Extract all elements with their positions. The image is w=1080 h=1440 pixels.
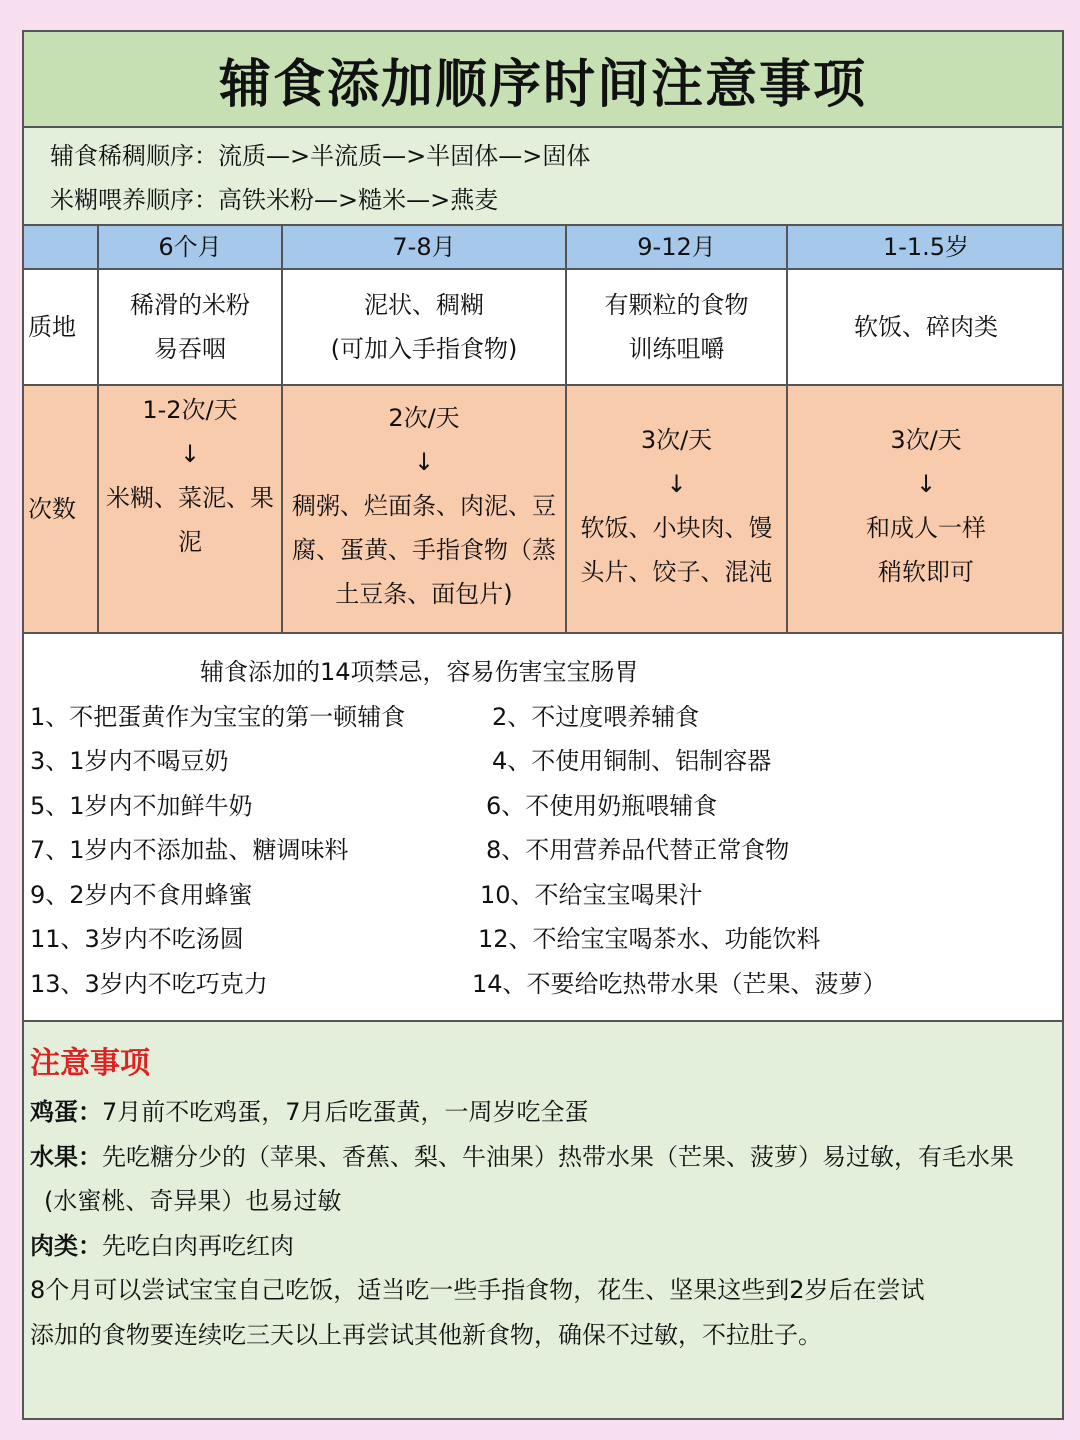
food-line: 稍软即可 <box>878 558 974 586</box>
prohibition-item: 8、不用营养品代替正常食物 <box>486 836 790 864</box>
frequency-times: 3次/天 <box>890 426 962 454</box>
age-table <box>24 226 1062 632</box>
down-arrow-icon: ↓ <box>915 470 937 498</box>
texture-line: 有颗粒的食物 <box>604 291 749 319</box>
prohibition-item: 2、不过度喂养辅食 <box>492 703 700 731</box>
texture-line: 泥状、稠糊 <box>363 291 484 319</box>
food-line: 软饭、小块肉、馒 <box>580 514 773 542</box>
prohibition-item: 10、不给宝宝喝果汁 <box>480 881 703 909</box>
texture-line: 稀滑的米粉 <box>130 291 250 319</box>
egg-text: 7月前不吃鸡蛋，7月后吃蛋黄，一周岁吃全蛋 <box>102 1098 589 1126</box>
prohibition-item: 1、不把蛋黄作为宝宝的第一顿辅食 <box>30 703 406 731</box>
food-line: 腐、蛋黄、手指食物（蒸 <box>292 536 556 564</box>
notes-section <box>24 1022 1062 1418</box>
down-arrow-icon: ↓ <box>179 440 201 468</box>
fruit-note <box>30 1135 1062 1180</box>
diet-sheet <box>22 30 1064 1420</box>
food-line: 土豆条、面包片) <box>335 580 513 608</box>
meat-text: 先吃白肉再吃红肉 <box>102 1231 294 1260</box>
texture-cell <box>788 270 1064 384</box>
down-arrow-icon: ↓ <box>413 448 435 476</box>
frequency-times: 1-2次/天 <box>142 396 238 424</box>
frequency-times: 3次/天 <box>640 426 713 454</box>
food-line: 和成人一样 <box>866 514 986 542</box>
food-line: 稠粥、烂面条、肉泥、豆 <box>292 492 556 520</box>
header-7-8-months: 7-8月 <box>283 226 567 268</box>
egg-note <box>30 1090 1062 1135</box>
prohibition-item: 5、1岁内不加鲜牛奶 <box>30 792 253 820</box>
page-title: 辅食添加顺序时间注意事项 <box>24 32 1062 128</box>
header-9-12-months: 9-12月 <box>567 226 788 268</box>
frequency-cell <box>99 386 283 632</box>
food-line: 泥 <box>178 528 202 556</box>
frequency-cell <box>567 386 788 632</box>
prohibitions-section <box>24 632 1062 1022</box>
frequency-cell <box>788 386 1064 632</box>
prohibition-item: 3、1岁内不喝豆奶 <box>30 747 229 775</box>
prohibition-item: 6、不使用奶瓶喂辅食 <box>486 792 718 820</box>
texture-row <box>24 270 1062 386</box>
thickness-sequence: 辅食稀稠顺序：流质—>半流质—>半固体—>固体 <box>50 142 591 170</box>
header-1-1-5-years: 1-1.5岁 <box>882 233 970 261</box>
table-header-row <box>24 226 1062 270</box>
texture-label: 质地 <box>24 270 99 384</box>
prohibition-item: 12、不给宝宝喝茶水、功能饮料 <box>478 925 821 953</box>
prohibition-item: 11、3岁内不吃汤圆 <box>30 925 244 953</box>
egg-label: 鸡蛋： <box>30 1098 102 1126</box>
texture-line: 易吞咽 <box>154 335 226 363</box>
header-corner <box>24 226 99 268</box>
texture-cell <box>567 270 788 384</box>
frequency-row <box>24 386 1062 632</box>
prohibition-item: 14、不要给吃热带水果（芒果、菠萝） <box>472 970 887 998</box>
texture-line: 软饭、碎肉类 <box>854 313 998 341</box>
down-arrow-icon: ↓ <box>666 470 687 498</box>
food-line: 头片、饺子、混沌 <box>580 558 773 586</box>
texture-line: 训练咀嚼 <box>628 335 725 363</box>
texture-line: (可加入手指食物) <box>330 335 518 363</box>
meat-note <box>30 1224 1062 1269</box>
rice-cereal-sequence: 米糊喂养顺序：高铁米粉—>糙米—>燕麦 <box>50 186 499 214</box>
self-feeding-note: 8个月可以尝试宝宝自己吃饭，适当吃一些手指食物，花生、坚果这些到2岁后在尝试 <box>30 1276 925 1304</box>
header-6-months: 6个月 <box>99 226 283 268</box>
fruit-text: 先吃糖分少的（苹果、香蕉、梨、牛油果）热带水果（芒果、菠萝）易过敏，有毛水果 <box>102 1142 1014 1171</box>
prohibition-item: 13、3岁内不吃巧克力 <box>30 970 268 998</box>
sequence-block <box>24 128 1062 226</box>
fruit-note-continued: (水蜜桃、奇异果）也易过敏 <box>44 1187 342 1215</box>
new-food-note: 添加的食物要连续吃三天以上再尝试其他新食物，确保不过敏，不拉肚子。 <box>30 1320 822 1349</box>
meat-label: 肉类： <box>30 1231 102 1260</box>
prohibition-item: 4、不使用铜制、铝制容器 <box>492 747 772 775</box>
frequency-times: 2次/天 <box>388 404 460 432</box>
notes-title: 注意事项 <box>30 1046 150 1081</box>
frequency-cell <box>283 386 567 632</box>
fruit-label: 水果： <box>30 1142 102 1171</box>
prohibitions-title: 辅食添加的14项禁忌，容易伤害宝宝肠胃 <box>200 658 639 686</box>
frequency-label: 次数 <box>24 386 99 632</box>
food-line: 米糊、菜泥、果 <box>106 484 274 512</box>
prohibition-item: 7、1岁内不添加盐、糖调味料 <box>30 836 349 864</box>
texture-cell <box>99 270 283 384</box>
prohibition-item: 9、2岁内不食用蜂蜜 <box>30 881 253 909</box>
texture-cell <box>283 270 567 384</box>
